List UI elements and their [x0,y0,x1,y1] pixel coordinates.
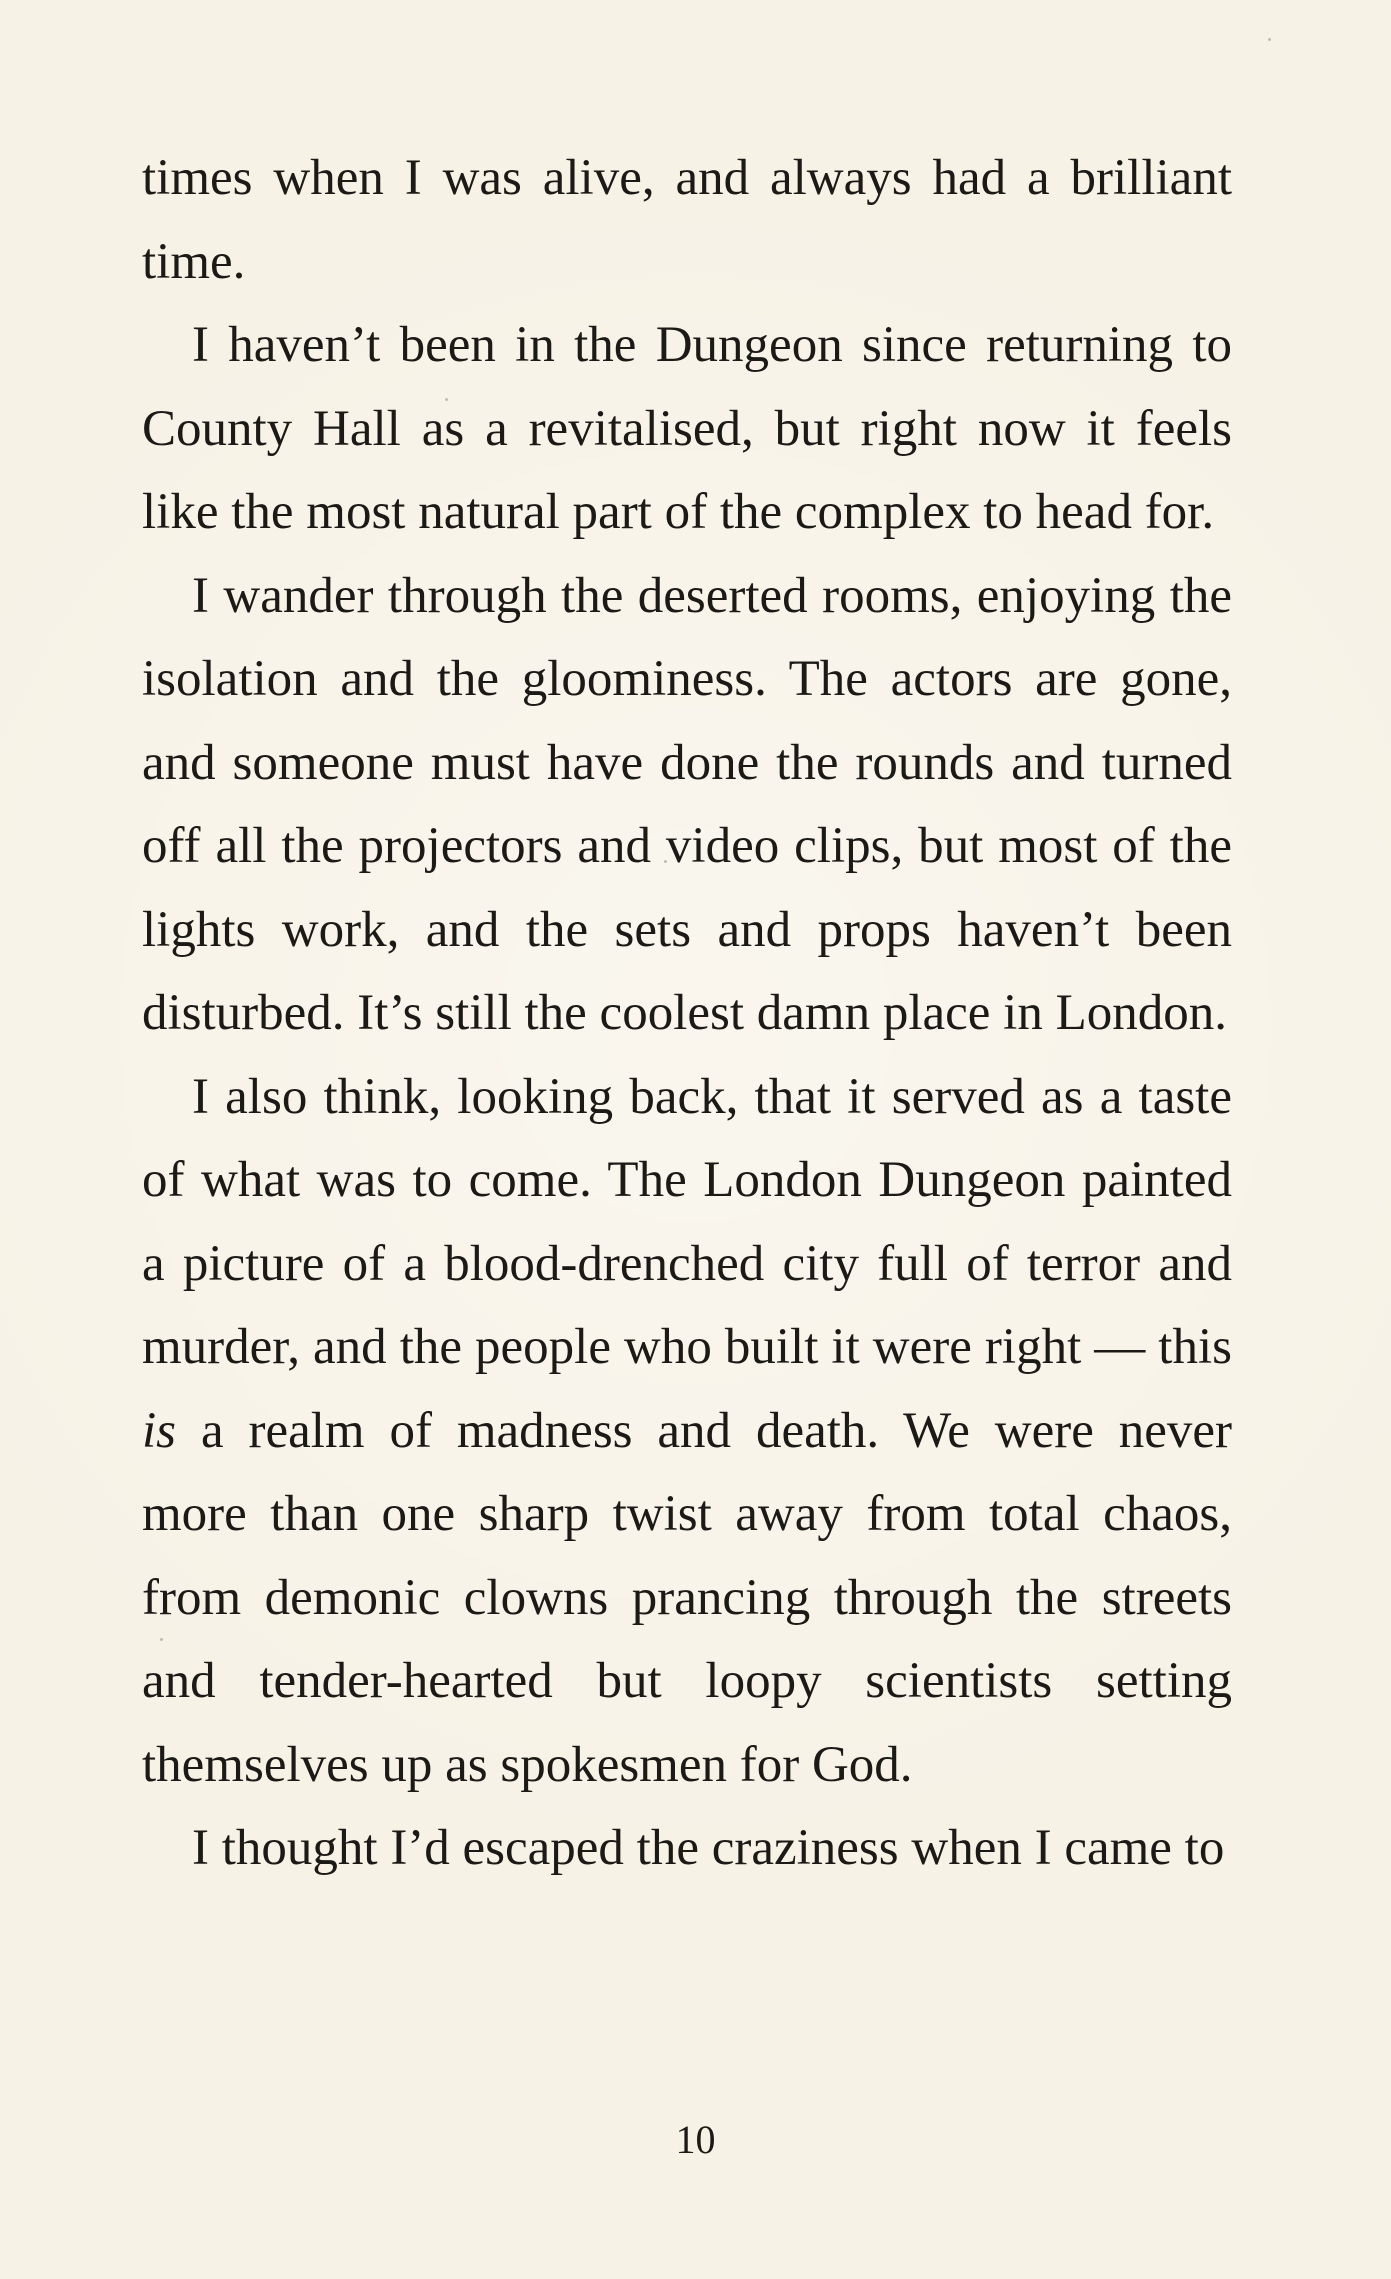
paragraph [142,304,1232,555]
italic-emphasis: is [142,1402,177,1459]
paragraph [142,1056,1232,1808]
paragraph-text: times when I was alive, and always had a brilliant time. [142,150,1232,290]
paragraph-text: I haven’t been in the Dungeon since returning to County Hall as a revitalised, but right now it feels like the most natural part of the complex to head for. [142,317,1232,540]
body-text [142,137,1232,1891]
paragraph [142,1807,1232,1891]
paragraph-text: a realm of madness and death. We were never more than one sharp twist away from total chaos, from demonic clowns prancing through the streets and tender-hearted but loopy scientists setting themselves up as spokesmen for God. [142,1402,1232,1793]
paper-speck [1268,38,1271,41]
paragraph [142,555,1232,1056]
paragraph [142,137,1232,304]
paragraph-text: I wander through the deserted rooms, enjoying the isolation and the gloominess. The actors are gone, and someone must have done the rounds and turned off all the projectors and video clips, but most of the lights work, and the sets and props haven’t been disturbed. It’s still the coolest damn place in London. [142,567,1232,1041]
paragraph-text: I also think, looking back, that it served as a taste of what was to come. The London Dungeon painted a picture of a blood-drenched city full of terror and murder, and the people who built it were right — this [142,1068,1232,1375]
paragraph-text: I thought I’d escaped the craziness when I came to [192,1820,1225,1876]
page-number: 10 [675,2117,716,2162]
